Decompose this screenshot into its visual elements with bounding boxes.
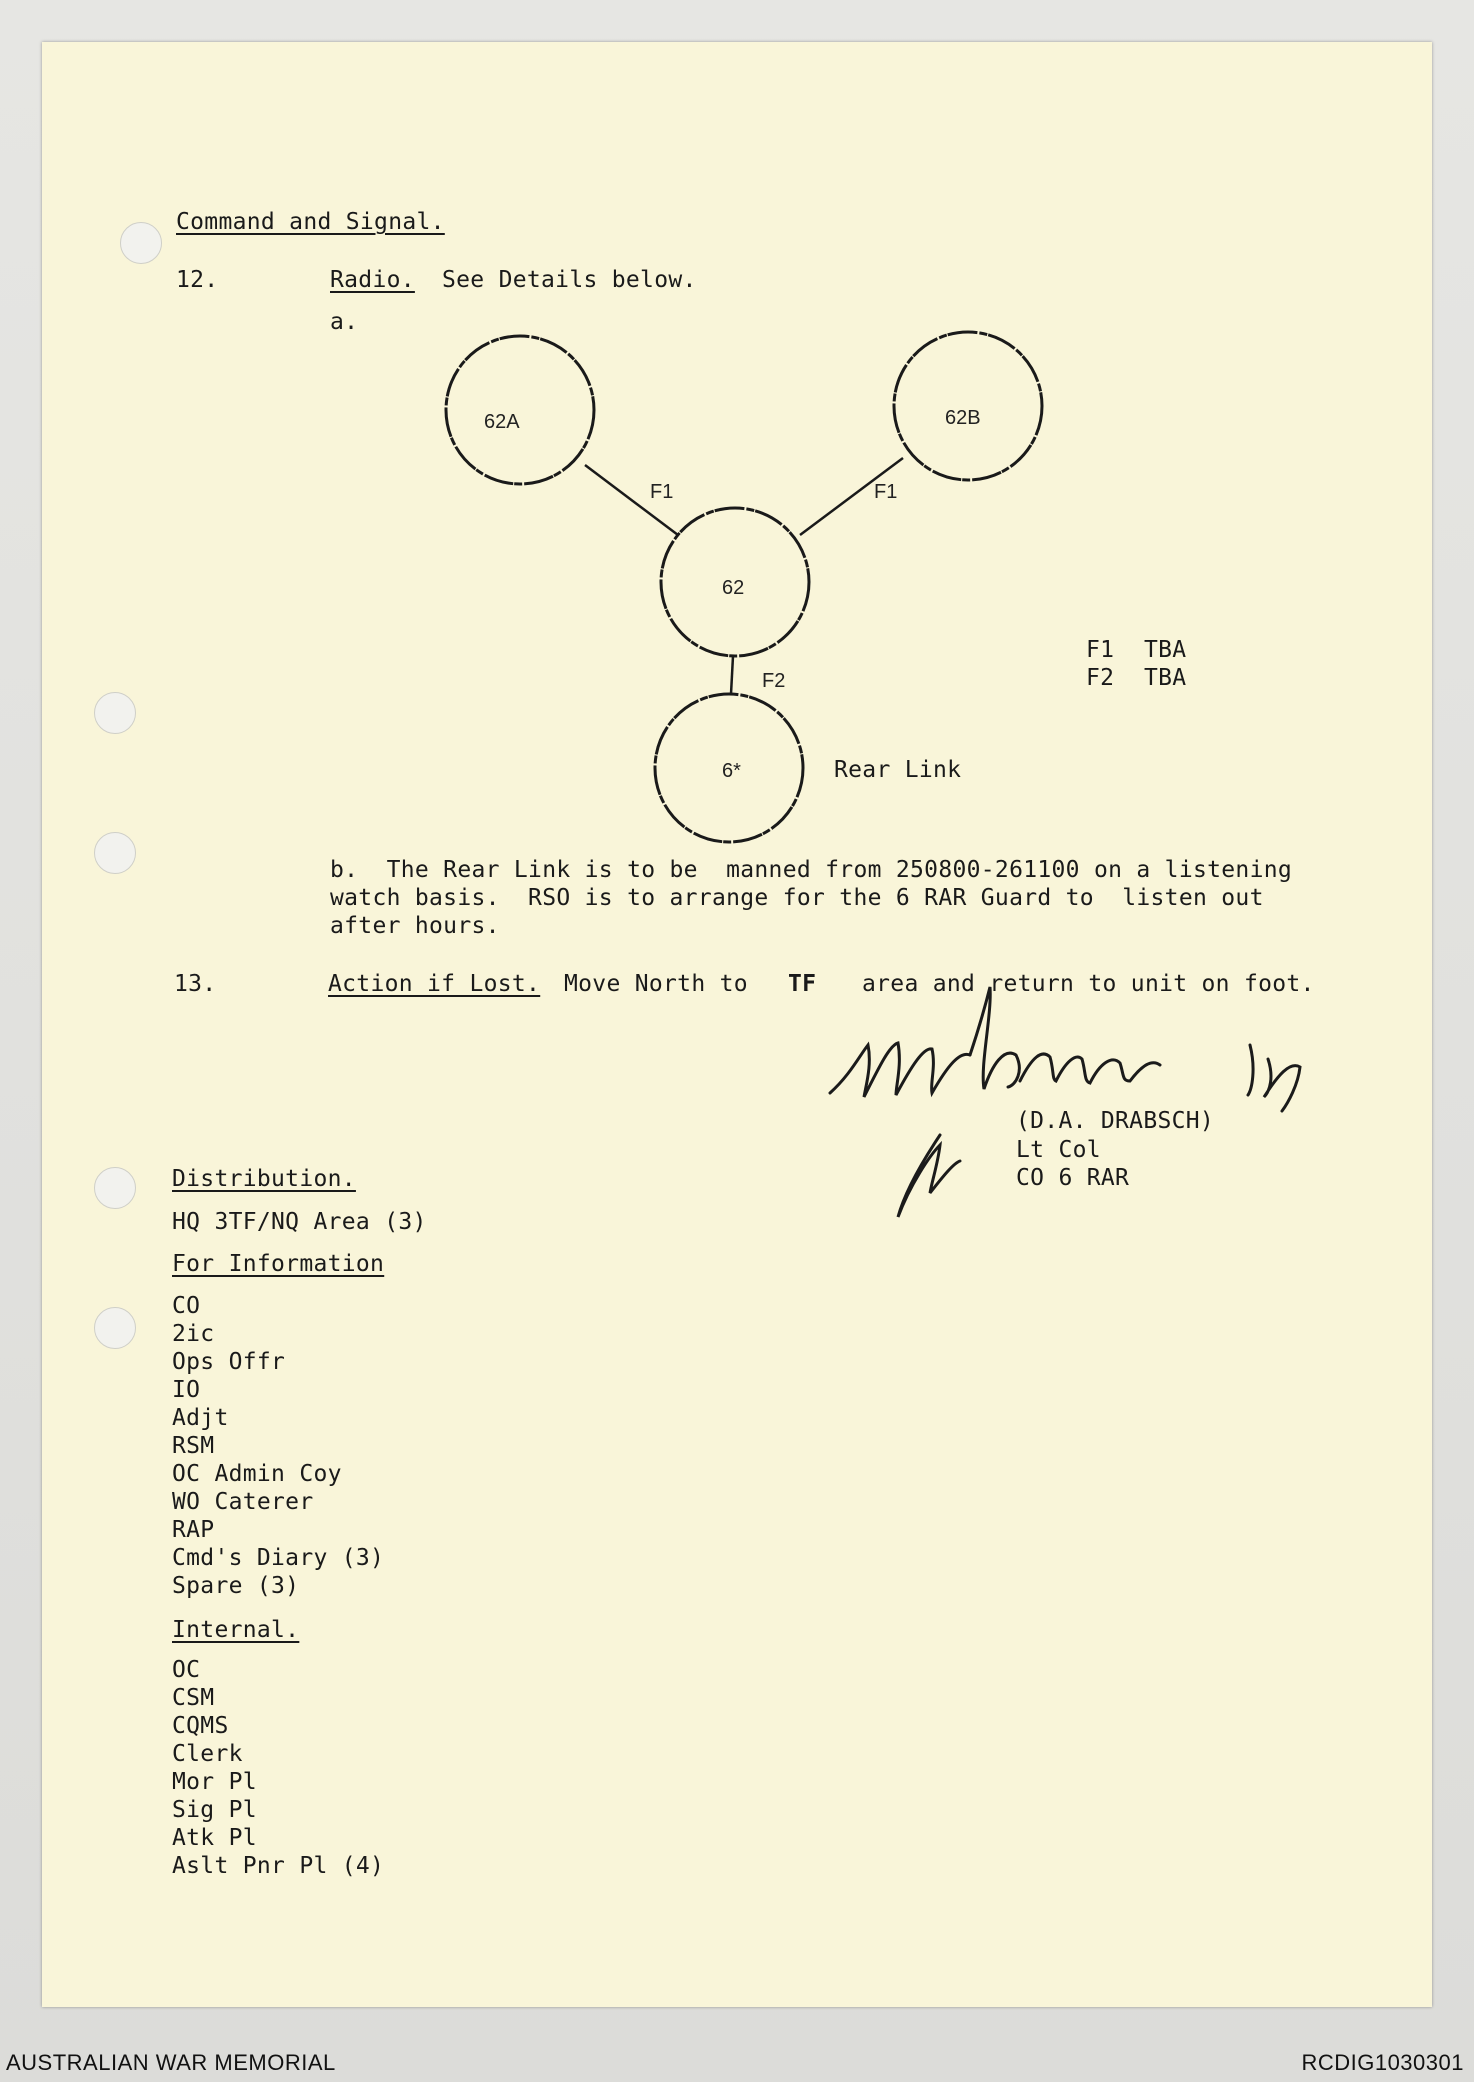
link-label-f1-left: F1 — [650, 481, 674, 503]
signatory-rank: Lt Col — [1016, 1137, 1101, 1163]
para-13-number: 13. — [174, 971, 217, 997]
internal-heading: Internal. — [172, 1617, 300, 1643]
list-item: Adjt — [172, 1405, 229, 1431]
list-item: RAP — [172, 1517, 215, 1543]
list-item: Aslt Pnr Pl (4) — [172, 1853, 385, 1879]
footer-archive-name: AUSTRALIAN WAR MEMORIAL — [6, 2050, 336, 2075]
para-13-text-after: area and return to unit on foot. — [862, 971, 1315, 997]
freq-f2-name: F2 — [1086, 665, 1115, 691]
para-12-heading: Radio. — [330, 267, 415, 293]
punch-hole — [94, 1307, 136, 1349]
section-heading: Command and Signal. — [176, 209, 445, 235]
list-item: Spare (3) — [172, 1573, 300, 1599]
node-label-6: 6* — [722, 760, 741, 782]
node-label-62a: 62A — [484, 411, 520, 433]
for-information-heading: For Information — [172, 1251, 385, 1277]
para-b-line-3: after hours. — [330, 913, 500, 939]
signatory-name: (D.A. DRABSCH) — [1016, 1108, 1215, 1134]
list-item: 2ic — [172, 1321, 215, 1347]
list-item: IO — [172, 1377, 201, 1403]
para-13-text-before: Move North to — [564, 971, 748, 997]
signatory-appointment: CO 6 RAR — [1016, 1165, 1130, 1191]
para-12-number: 12. — [176, 267, 219, 293]
link-label-f1-right: F1 — [874, 481, 898, 503]
para-12-text: See Details below. — [442, 267, 697, 293]
link-label-f2: F2 — [762, 670, 786, 692]
node-label-62: 62 — [722, 577, 745, 599]
list-item: OC — [172, 1657, 201, 1683]
list-item: Atk Pl — [172, 1825, 257, 1851]
punch-hole — [94, 1167, 136, 1209]
freq-f1-name: F1 — [1086, 637, 1115, 663]
rear-link-label: Rear Link — [834, 757, 962, 783]
list-item: Sig Pl — [172, 1797, 257, 1823]
list-item: Cmd's Diary (3) — [172, 1545, 385, 1571]
freq-f2-value: TBA — [1144, 665, 1187, 691]
list-item: CSM — [172, 1685, 215, 1711]
node-label-62b: 62B — [945, 407, 981, 429]
list-item: RSM — [172, 1433, 215, 1459]
node-circle-62a — [446, 336, 594, 484]
freq-f1-value: TBA — [1144, 637, 1187, 663]
list-item: WO Caterer — [172, 1489, 314, 1515]
para-13-heading: Action if Lost. — [328, 971, 541, 997]
distribution-first: HQ 3TF/NQ Area (3) — [172, 1209, 427, 1235]
link-line-f2 — [731, 656, 733, 694]
node-circle-62b — [894, 332, 1042, 480]
para-13-struck: TF — [788, 971, 817, 997]
list-item: Mor Pl — [172, 1769, 257, 1795]
para-b-line-2: watch basis. RSO is to arrange for the 6 RAR Guard to listen out — [330, 885, 1264, 911]
footer-record-id: RCDIG1030301 — [1301, 2050, 1464, 2075]
list-item: OC Admin Coy — [172, 1461, 342, 1487]
list-item: CQMS — [172, 1713, 229, 1739]
list-item: Ops Offr — [172, 1349, 286, 1375]
list-item: Clerk — [172, 1741, 243, 1767]
para-12-sub-a: a. — [330, 309, 359, 335]
para-b-line-1: b. The Rear Link is to be manned from 250800-261100 on a listening — [330, 857, 1293, 883]
radio-net-diagram — [0, 0, 1474, 900]
distribution-heading: Distribution. — [172, 1166, 356, 1192]
list-item: CO — [172, 1293, 201, 1319]
